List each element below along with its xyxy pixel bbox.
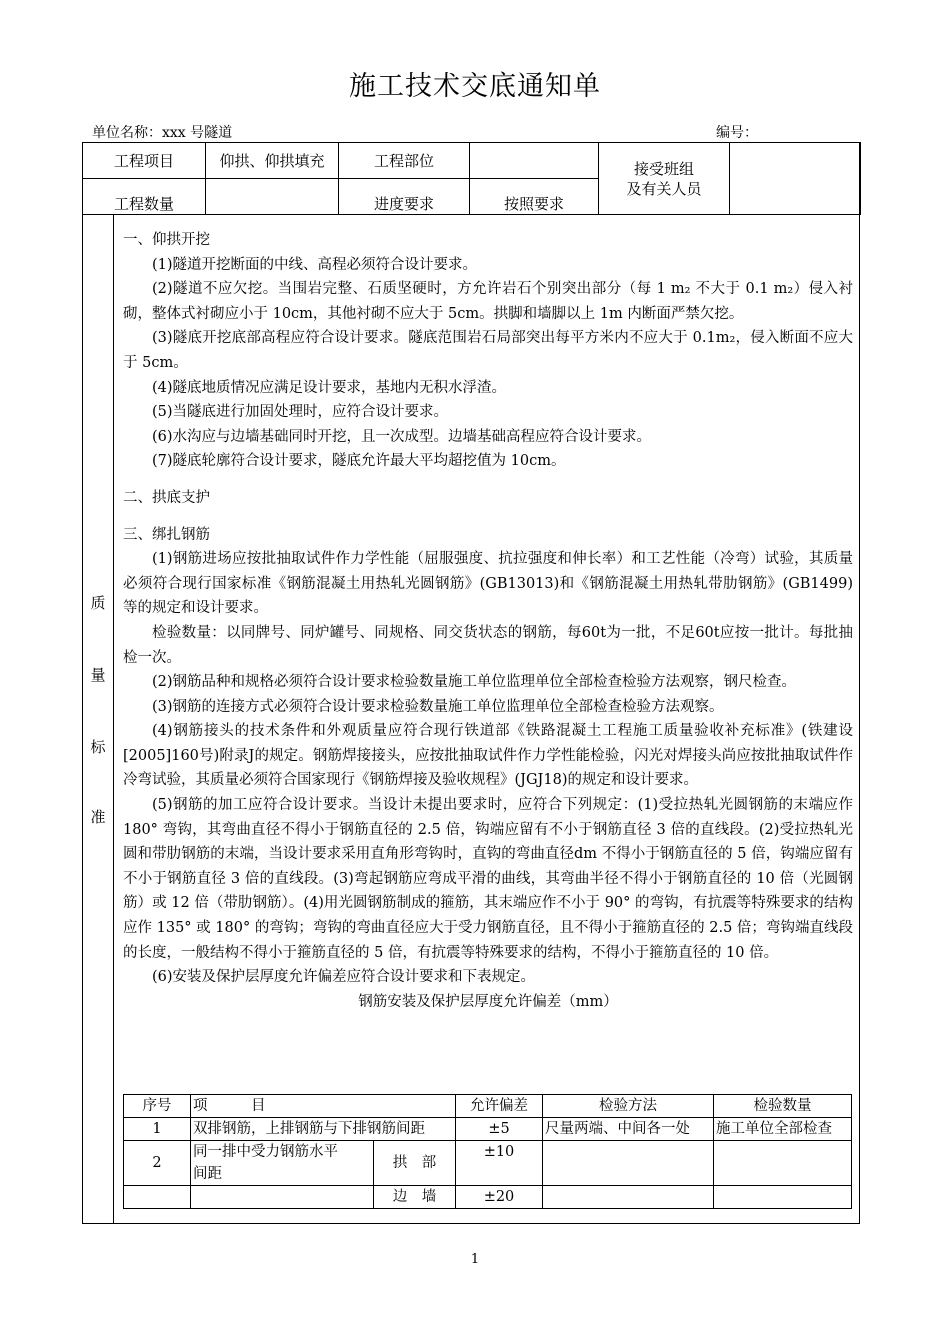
table-cell: 施工单位全部检查 [714,1118,852,1141]
paragraph: (5)钢筋的加工应符合设计要求。当设计未提出要求时，应符合下列规定：(1)受拉热轧光圆钢筋的末端应作 180° 弯钩，其弯曲直径不得小于钢筋直径的 2.5 倍，钩端应留有不小于钢筋直径 3 倍的直线段。(2)受拉热轧光圆和带肋钢筋的末端，当设计要求采用直角形弯钩时，直钩的弯曲直径dm 不得小于钢筋直径的 5 倍，钩端应留有不小于钢筋直径 3 倍的直线段。(3)弯起钢筋应弯成平滑的曲线，其弯曲半径不得小于钢筋直径的 10 倍（光圆钢筋）或 12 倍（带肋钢筋）。(4)用光圆钢筋制成的箍筋，其末端应作不小于 90° 的弯钩，有抗震等特殊要求的结构应作 135° 或 180° 的弯钩；弯钩的弯曲直径应大于受力钢筋直径，且不得小于箍筋直径的 2.5 倍；弯钩端直线段的长度，一般结构不得小于箍筋直径的 5 倍，有抗震等特殊要求的结构，不得小于箍筋直径的 10 倍。 [123,797,853,961]
table-row [124,1118,852,1141]
section-heading: 二、拱底支护 [123,489,210,506]
header-table [82,142,861,215]
table-caption: 钢筋安装及保护层厚度允许偏差（mm） [358,993,618,1010]
table-cell: 双排钢筋，上排钢筋与下排钢筋间距 [191,1118,456,1141]
paragraph: (7)隧底轮廓符合设计要求，隧底允许最大平均超挖值为 10cm。 [152,453,566,470]
paragraph: (5)当隧底进行加固处理时，应符合设计要求。 [152,404,449,421]
project-part-value [470,143,599,179]
table-cell [714,1141,852,1186]
project-item-value: 仰拱、仰拱填充 [206,143,339,179]
document-number-label: 编号： [716,125,758,141]
progress-label: 进度要求 [339,179,470,215]
progress-value: 按照要求 [470,179,599,215]
project-part-label: 工程部位 [339,143,470,179]
table-cell: 1 [124,1118,191,1141]
side-char: 准 [90,808,106,826]
side-char: 标 [90,738,106,756]
paragraph: (2)隧道不应欠挖。当围岩完整、石质坚硬时，方允许岩石个别突出部分（每 1 m₂ 不大于 0.1 m₂）侵入衬砌，整体式衬砌应小于 10cm，其他衬砌不应大于 5cm。拱脚和墙脚以上 1m 内断面严禁欠挖。 [123,281,853,322]
table-cell [191,1186,374,1209]
receiver-value [730,143,861,215]
paragraph: (4)隧底地质情况应满足设计要求，基地内无积水浮渣。 [152,379,507,396]
paragraph: (1)钢筋进场应按批抽取试件作力学性能（屈服强度、抗拉强度和伸长率）和工艺性能（冷弯）试验，其质量必须符合现行国家标准《钢筋混凝土用热轧光圆钢筋》(GB13013)和《钢筋混凝土用热轧带肋钢筋》(GB1499)等的规定和设计要求。 [123,551,853,617]
side-char: 量 [90,666,106,684]
quality-standard-side-label [82,214,114,1224]
receiver-label-line2: 及有关人员 [626,179,702,198]
table-header-cell: 序号 [124,1095,191,1118]
receiver-label [599,143,730,215]
paragraph: 检验数量：以同牌号、同炉罐号、同规格、同交货状态的钢筋，每60t为一批，不足60t应按一批计。每批抽检一次。 [123,624,853,666]
table-cell: ±5 [456,1118,543,1141]
paragraph: (3)钢筋的连接方式必须符合设计要求检验数量施工单位监理单位全部检查检验方法观察。 [152,698,724,715]
table-row [124,1141,852,1186]
table-cell [543,1141,714,1186]
table-cell: ±20 [456,1186,543,1209]
table-cell [191,1141,374,1186]
section-heading: 三、绑扎钢筋 [123,526,210,543]
project-item-label: 工程项目 [83,143,206,179]
quantity-label: 工程数量 [83,179,206,215]
paragraph: (4)钢筋接头的技术条件和外观质量应符合现行铁道部《铁路混凝土工程施工质量验收补充标准》(铁建设[2005]160号)附录J的规定。钢筋焊接接头，应按批抽取试件作力学性能检验，闪光对焊接头尚应按批抽取试件作冷弯试验，其质量必须符合国家现行《钢筋焊接及验收规程》(JGJ18)的规定和设计要求。 [123,723,853,789]
paragraph: (3)隧底开挖底部高程应符合设计要求。隧底范围岩石局部突出每平方米内不应大于 0.1m₂，侵入断面不应大于 5cm。 [123,330,853,371]
table-cell: ±10 [456,1141,543,1186]
table-row [124,1186,852,1209]
side-char: 质 [90,594,106,612]
table-cell [543,1186,714,1209]
row2-item-line2: 间距 [193,1166,222,1182]
table-header-cell: 检验方法 [543,1095,714,1118]
receiver-label-line1: 接受班组 [633,159,694,178]
paragraph: (2)钢筋品种和规格必须符合设计要求检验数量施工单位监理单位全部检查检验方法观察，钢尺检查。 [152,674,797,691]
section-heading: 一、仰拱开挖 [123,232,210,248]
unit-name: 单位名称：xxx 号隧道 [92,125,233,141]
table-header-cell: 检验数量 [714,1095,852,1118]
paragraph: (6)水沟应与边墙基础同时开挖，且一次成型。边墙基础高程应符合设计要求。 [152,428,652,445]
row2-item-line1: 同一排中受力钢筋水平 [193,1144,338,1160]
paragraph: (1)隧道开挖断面的中线、高程必须符合设计要求。 [152,256,478,273]
table-cell: 拱 部 [374,1141,456,1186]
quality-standard-content [123,228,853,1014]
table-header-cell: 项 目 [191,1095,456,1118]
table-header-cell: 允许偏差 [456,1095,543,1118]
page-number: 1 [470,1252,480,1267]
document-title: 施工技术交底通知单 [349,71,601,102]
table-cell: 尺量两端、中间各一处 [543,1118,714,1141]
tolerance-table [123,1094,852,1209]
quantity-value [206,179,339,215]
table-cell: 边 墙 [374,1186,456,1209]
table-cell [714,1186,852,1209]
table-cell: 2 [124,1141,191,1186]
table-cell [124,1186,191,1209]
paragraph: (6)安装及保护层厚度允许偏差应符合设计要求和下表规定。 [152,969,536,986]
